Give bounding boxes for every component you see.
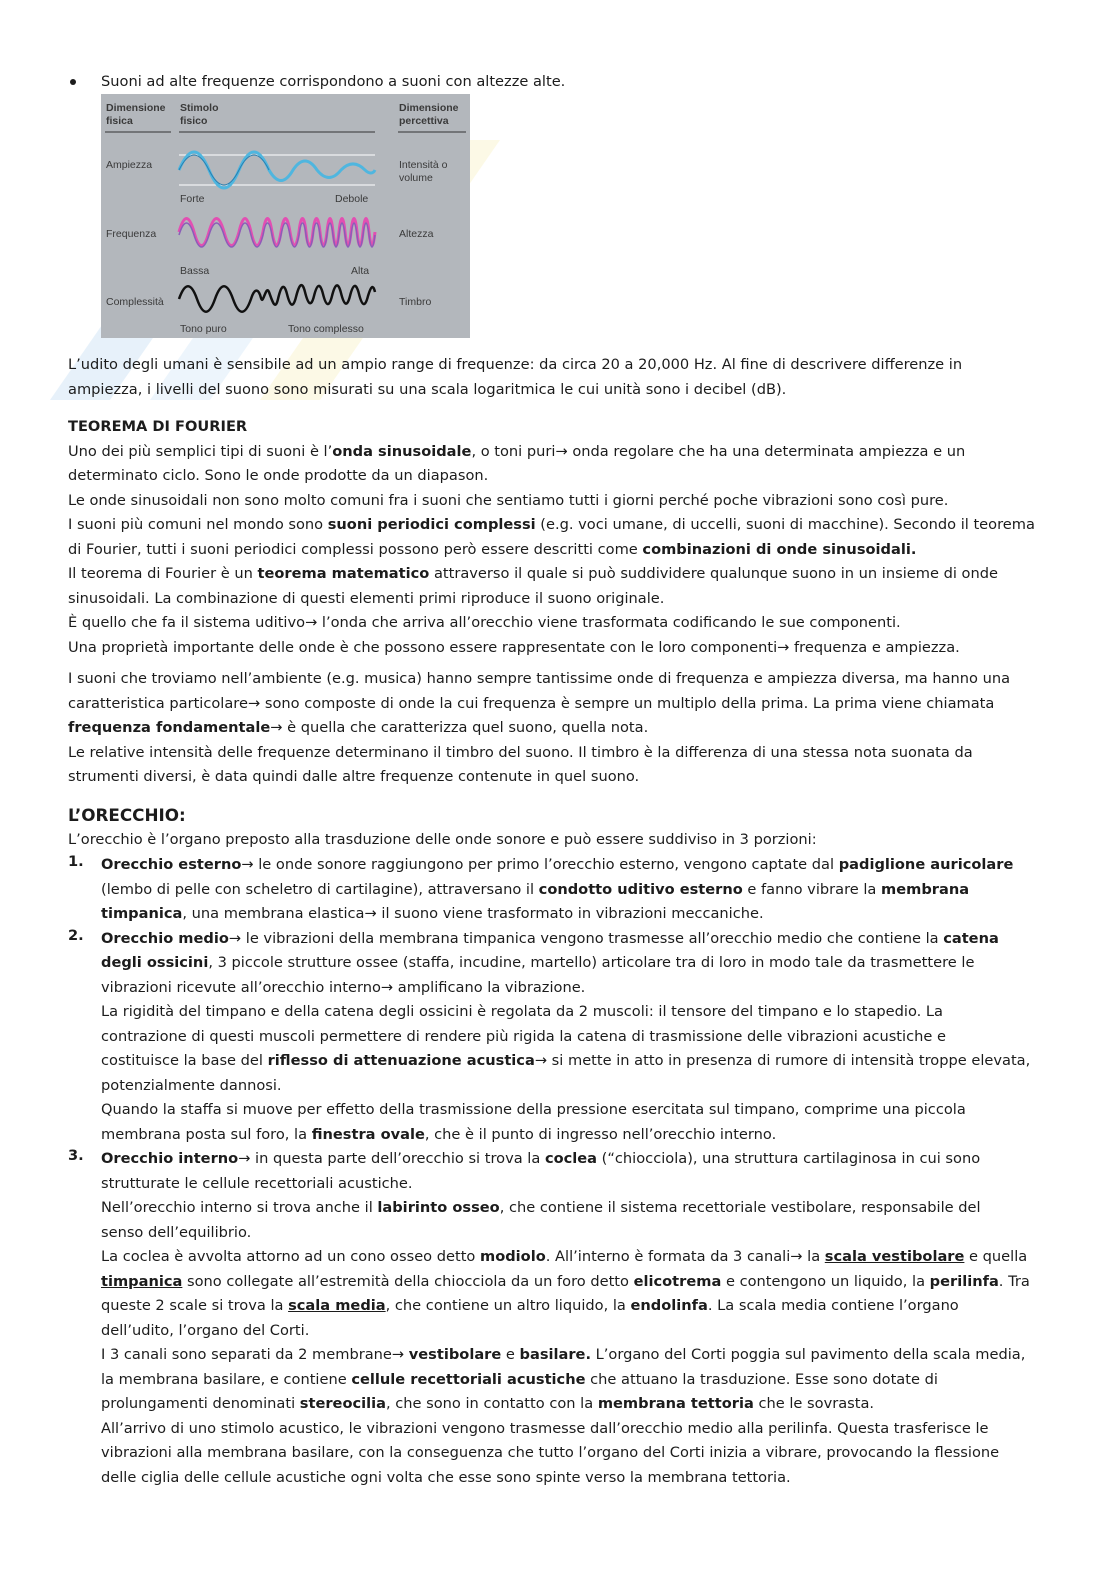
arrow-icon: → [270, 719, 283, 736]
fourier-p6: Una proprietà importante delle onde è che possono essere rappresentate con le loro componenti→ frequenza e ampiezza. [68, 638, 960, 656]
row-frequency-perceptual: Altezza [399, 228, 434, 240]
row-frequency-right: Alta [351, 265, 370, 277]
bullet-text: Suoni ad alte frequenze corrispondono a suoni con altezze alte. [101, 73, 566, 90]
fourier-p2: Le onde sinusoidali non sono molto comuni fra i suoni che sentiamo tutti i giorni perché poche vibrazioni sono così pure. [68, 491, 949, 509]
list-number: 1. [68, 853, 84, 870]
fourier-p7-line2: caratteristica particolare→ sono composte di onde la cui frequenza è sempre un multiplo della prima. La prima viene chiamata [68, 694, 995, 712]
bullet-dot [70, 79, 76, 85]
fourier-section [68, 415, 1053, 660]
arrow-icon: → [247, 694, 261, 712]
arrow-icon: → [391, 1346, 405, 1363]
arrow-icon: → [364, 905, 377, 922]
fourier-section-2 [68, 667, 1053, 790]
row-amplitude-perceptual-1: Intensità o [399, 159, 448, 171]
fourier-p7-line3: frequenza fondamentale→ è quella che caratterizza quel suono, quella nota. [68, 719, 649, 736]
list-number: 2. [68, 926, 84, 944]
arrow-icon: → [305, 614, 318, 631]
fourier-p1-line2: determinato ciclo. Sono le onde prodotte da un diapason. [68, 467, 489, 484]
ear-heading: L’ORECCHIO: [68, 805, 186, 825]
row-complexity-right: Tono complesso [288, 323, 364, 335]
ear-section-header [68, 802, 1053, 853]
row-complexity-label: Complessità [106, 296, 164, 308]
arrow-icon: → [238, 1150, 251, 1167]
amplitude-wave [179, 152, 375, 188]
header-physical-line1: Dimensione [106, 102, 166, 114]
arrow-icon: → [790, 1248, 803, 1265]
row-amplitude-left: Forte [180, 193, 205, 205]
intro-line-1: L’udito degli umani è sensibile ad un ampio range di frequenze: da circa 20 a 20,000 Hz. Al fine di descrivere differenze in [68, 356, 963, 373]
list-number: 3. [68, 1147, 84, 1164]
row-amplitude-right: Debole [335, 193, 369, 205]
header-stimulus-line2: fisico [180, 115, 208, 127]
header-stimulus-line1: Stimolo [180, 102, 219, 114]
list-item-inner-ear: 3. Orecchio interno→ in questa parte dell’orecchio si trova la coclea (“chiocciola), una struttura cartilaginosa in cui sono strutturate le cellule recettoriali acustiche. Nell’orecchio interno si trova anche il labirinto osseo, che contiene il sistema recettoriale vestibolare, responsabile del senso dell’equilibrio. La coclea è avvolta attorno ad un cono osseo detto modiolo. All’interno è formata da 3 canali→ la scala vestibolare e quella timpanica sono collegate all’estremità della chiocciola da un foro detto elicotrema e contengono un liquido, la perilinfa. Tra queste 2 scale si trova la scala media, che contiene un altro liquido, la endolinfa. La scala media contiene l’organo dell’udito, l’organo del Corti. I 3 canali sono separati da 2 membrane→ vestibolare e basilare. L’organo del Corti poggia sul pavimento della scala media, la membrana basilare, e contiene cellule recettoriali acustiche che attuano la trasduzione. Esse sono dotate di prolungamenti denominati stereocilia, che sono in contatto con la membrana tettoria che le sovrasta. All’arrivo di uno stimolo acustico, le vibrazioni vengono trasmesse dall’orecchio medio alla perilinfa. Questa trasferisce le vibrazioni alla membrana basilare, con la conseguenza che tutto l’organo del Corti inizia a vibrare, provocando la flessione delle ciglia delle cellule acustiche ogni volta che esse sono spinte verso la membrana tettoria. [68, 1147, 1030, 1486]
header-perceptual-line1: Dimensione [399, 102, 459, 114]
arrow-icon: → [777, 638, 790, 656]
ear-parts-list [68, 853, 1053, 1490]
header-perceptual-line2: percettiva [399, 115, 449, 127]
row-amplitude-label: Ampiezza [106, 159, 153, 171]
complexity-wave [179, 285, 375, 312]
intro-paragraph [68, 353, 1053, 402]
ear-intro: L’orecchio è l’organo preposto alla trasduzione delle onde sonore e può essere suddiviso in 3 porzioni: [68, 831, 817, 848]
fourier-p8-line2: strumenti diversi, è data quindi dalle altre frequenze contenute in quel suono. [68, 768, 640, 785]
arrow-icon: → [534, 1052, 548, 1069]
arrow-icon: → [241, 856, 254, 873]
fourier-p7-line1: I suoni che troviamo nell’ambiente (e.g. musica) hanno sempre tantissime onde di frequenza e ampiezza diversa, ma hanno una [68, 670, 1011, 687]
row-amplitude-perceptual-2: volume [399, 172, 433, 184]
row-frequency-label: Frequenza [106, 228, 157, 240]
intro-line-2: ampiezza, i livelli del suono sono misurati su una scala logaritmica le cui unità sono i decibel (dB). [68, 380, 787, 398]
fourier-p4-line1: Il teorema di Fourier è un teorema matematico attraverso il quale si può suddividere qualunque suono in un insieme di onde [68, 565, 998, 582]
list-item-middle-ear: 2. Orecchio medio→ le vibrazioni della membrana timpanica vengono trasmesse all’orecchio medio che contiene la catena degli ossicini, 3 piccole strutture ossee (staffa, incudine, martello) articolare tra di loro in modo tale da trasmettere le vibrazioni ricevute all’orecchio interno→ amplificano la vibrazione. La rigidità del timpano e della catena degli ossicini è regolata da 2 muscoli: il tensore del timpano e lo stapedio. La contrazione di questi muscoli permettere di rendere più rigida la catena di trasmissione delle vibrazioni acustiche e costituisce la base del riflesso di attenuazione acustica→ si mette in atto in presenza di rumore di intensità troppe elevata, potenzialmente dannosi. Quando la staffa si muove per effetto della trasmissione della pressione esercitata sul timpano, comprime una piccola membrana posta sul foro, la finestra ovale, che è il punto di ingresso nell’orecchio interno. [68, 926, 1031, 1143]
arrow-icon: → [228, 929, 242, 947]
fourier-p5: È quello che fa il sistema uditivo→ l’onda che arriva all’orecchio viene trasformata codificando le sue componenti. [68, 614, 901, 631]
arrow-icon: → [555, 442, 568, 460]
row-frequency-left: Bassa [180, 265, 210, 277]
row-complexity-perceptual: Timbro [399, 296, 432, 308]
fourier-p3-line1: I suoni più comuni nel mondo sono suoni periodici complessi (e.g. voci umane, di uccelli, suoni di macchine). Secondo il teorema [68, 516, 1035, 533]
arrow-icon: → [380, 978, 394, 996]
fourier-heading: TEOREMA DI FOURIER [68, 418, 248, 435]
fourier-p3-line2: di Fourier, tutti i suoni periodici complessi possono però essere descritti come combinazioni di onde sinusoidali. [68, 540, 917, 558]
fourier-p8-line1: Le relative intensità delle frequenze determinano il timbro del suono. Il timbro è la differenza di una stessa nota suonata da [68, 743, 973, 761]
row-complexity-left: Tono puro [180, 323, 227, 335]
fourier-p4-line2: sinusoidali. La combinazione di questi elementi primi riproduce il suono originale. [68, 589, 665, 607]
sound-dimensions-figure [101, 94, 470, 338]
list-item-outer-ear: 1. Orecchio esterno→ le onde sonore raggiungono per primo l’orecchio esterno, vengono captate dal padiglione auricolare (lembo di pelle con scheletro di cartilagine), attraversano il condotto uditivo esterno e fanno vibrare la membrana timpanica, una membrana elastica→ il suono viene trasformato in vibrazioni meccaniche. [68, 853, 1014, 922]
header-physical-line2: fisica [106, 115, 133, 127]
fourier-p1-line1: Uno dei più semplici tipi di suoni è l’onda sinusoidale, o toni puri→ onda regolare che ha una determinata ampiezza e un [68, 442, 966, 460]
